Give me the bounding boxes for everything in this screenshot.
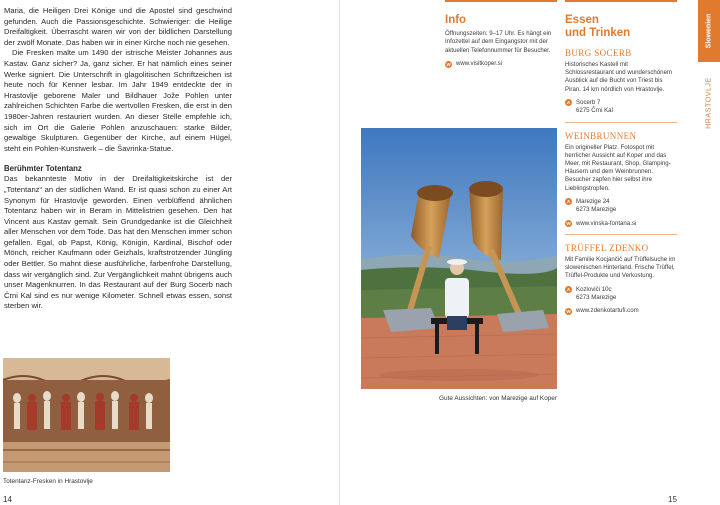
country-tab-label: Slowenien bbox=[705, 13, 713, 49]
address-line1: Marezige 24 bbox=[576, 197, 610, 205]
info-title: Info bbox=[445, 14, 467, 26]
address-icon: A bbox=[566, 100, 571, 106]
place-website-row[interactable] bbox=[565, 307, 677, 315]
eat-accent-bar bbox=[565, 0, 677, 2]
eat-title bbox=[565, 14, 677, 40]
web-icon: W bbox=[566, 308, 571, 314]
page-number-left: 14 bbox=[3, 495, 12, 504]
place-website-row[interactable] bbox=[565, 220, 677, 228]
place-address bbox=[565, 198, 677, 215]
address-icon: A bbox=[566, 199, 571, 205]
fresco-image bbox=[3, 358, 170, 472]
section-heading: Berühmter Totentanz bbox=[4, 164, 82, 174]
address-icon: A bbox=[566, 287, 571, 293]
address-line1: Socerb 7 bbox=[576, 98, 601, 106]
chapter-label: HRASTOVLJE bbox=[705, 77, 713, 129]
info-accent-bar bbox=[445, 0, 557, 2]
paragraph: Maria, die Heiligen Drei Könige und die Apostel sind geschwind gefunden. Auch die Passionsgeschichte. Schwieriger: die Heilige Dreifaltigkeit. Überrascht waren wir von der bildlichen Darstellung der zwölf Monate. Das haben wir in einer Kirche noch nie gesehen. bbox=[4, 6, 232, 47]
place-address bbox=[565, 99, 677, 116]
country-tab bbox=[698, 0, 720, 62]
web-icon: W bbox=[446, 61, 451, 67]
eat-title-line2: und Trinken bbox=[565, 27, 631, 39]
photo-caption: Gute Aussichten: von Marezige auf Koper bbox=[439, 395, 557, 402]
info-website-row[interactable] bbox=[445, 60, 557, 68]
page-number-right: 15 bbox=[668, 495, 677, 504]
divider bbox=[565, 234, 677, 235]
place-name: BURG SOCERB bbox=[565, 48, 632, 58]
address-line2: 6273 Marezige bbox=[576, 294, 617, 302]
paragraph: Die Fresken malte um 1490 der istrische Meister Johannes aus Kastav. Ganz sicher? Ja, ganz sicher. Er hat nämlich eines seiner Werke signiert. Die Unterschrift in glagolitischen Schriftzeichen ist heute noch für Kenner lesbar. Im Jahr 1949 entdeckte der in Hrastovlje geborene Maler und Bildhauer Jože Pohlen unter zahlreichen Schichten Farbe die wertvollen Fresken, die erst in den 1980er-Jahren restauriert wurden. An dieser Stelle empfehle ich, sich im Ort die Galerie Pohlen anzuschauen: starke Bilder, gewaltige Skulpturen. Gegenüber der Kirche, auf einem Hügel, steht ein Pohlen-Kunstwerk – die Šavrinka-Statue. bbox=[4, 48, 232, 153]
info-website-link[interactable]: www.visitkoper.si bbox=[456, 60, 503, 68]
marezige-photo bbox=[361, 128, 557, 389]
fresco-caption: Totentanz-Fresken in Hrastovlje bbox=[3, 478, 93, 485]
eat-drink-box bbox=[565, 0, 677, 316]
place-description: Mit Familie Kocjančič auf Trüffelsuche im slowenischen Hinterland. Frische Trüffel, Trüffel-Produkte und Verkostung. bbox=[565, 256, 676, 280]
left-page-text bbox=[4, 6, 232, 312]
eat-title-line1: Essen bbox=[565, 14, 599, 26]
divider bbox=[565, 122, 677, 123]
place-website-link[interactable]: www.zdenkotartufi.com bbox=[576, 307, 639, 315]
address-line2: 6273 Marezige bbox=[576, 206, 617, 214]
place-name: WEINBRUNNEN bbox=[565, 130, 637, 141]
info-box bbox=[445, 0, 557, 69]
place-address bbox=[565, 286, 677, 303]
place-description: Ein origineller Platz. Fotospot mit herrlicher Aussicht auf Koper und das Meer, mit Restaurant, Shop, Glamping-Häusern und dem Weinbrunnen. Besucher zapfen hier selbst ihre Lieblingstropfen. bbox=[565, 143, 671, 192]
place-name: TRÜFFEL ZDENKO bbox=[565, 243, 649, 254]
page-spine bbox=[339, 0, 340, 505]
wine-fountain-illustration bbox=[361, 128, 557, 389]
paragraph: Das bekannteste Motiv in der Dreifaltigkeitskirche ist der „Totentanz“ an der südlichen Wand. Er ist quasi schon zu einer Art Synonym für Hrastovlje geworden. Einen verblüffend ähnlichen Totentanz haben wir in Beram in Mittelistrien gesehen. Den hat Vincent aus Kastav gemalt. Sein Grundgedanke ist die Gleichheit aller Menschen vor dem Tode. Das hat den Menschen immer schon gefallen. Egal, ob Papst, König, Königin, Kardinal, Bischof oder Mönch, reicher Kaufmann oder Geizhals, kraftstrotzender Jüngling oder Bettler. So mahnt diese ausführliche, farbenfrohe Darstellung, dass wir vergänglich sind. Zur Vergänglichkeit mahnt übrigens auch unser Magenknurren. In das Restaurant auf der Burg Socerb nach Črni Kal sind es nur wenige Kilometer. Schnell etwas essen, sonst sterben wir. bbox=[4, 174, 232, 311]
address-line1: Kozloviči 10c bbox=[576, 285, 612, 293]
place-description: Historisches Kastell mit Schlossrestaurant und wunderschönem Ausblick auf die Bucht von Triest bis Piran. 14 km nördlich von Hrastovlje. bbox=[565, 61, 673, 93]
address-line2: 6275 Črni Kal bbox=[576, 107, 613, 115]
info-text: Öffnungszeiten: 9–17 Uhr. Es hängt ein Infozettel auf dem Eingangstor mit der aktuellen Telefonnummer für Besucher. bbox=[445, 30, 552, 54]
fresco-illustration bbox=[3, 358, 170, 472]
place-website-link[interactable]: www.vinska-fontana.si bbox=[576, 219, 637, 227]
web-icon: W bbox=[566, 221, 571, 227]
